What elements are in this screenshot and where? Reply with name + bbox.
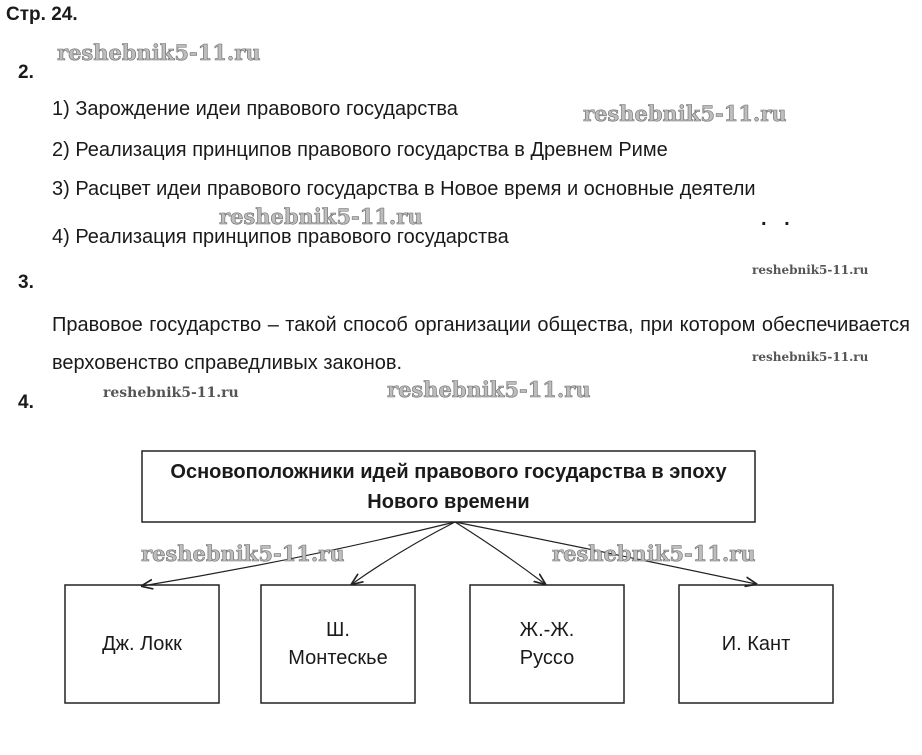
- watermark-8: reshebnik5-11.ru: [141, 541, 345, 566]
- child-box-1-label: Дж. Локк: [102, 633, 182, 655]
- task-2-item-3: 3) Расцвет идеи правового государства в Новое время и основные деятели: [52, 178, 756, 200]
- child-box-4-label: И. Кант: [721, 633, 791, 655]
- child-box-3-label: Ж.-Ж. Руссо: [519, 619, 575, 669]
- task-4-number: 4.: [18, 392, 34, 413]
- watermark-4: reshebnik5-11.ru: [752, 263, 869, 277]
- watermark-5: reshebnik5-11.ru: [752, 350, 869, 364]
- watermark-7: reshebnik5-11.ru: [387, 377, 591, 402]
- decorative-dots: . .: [761, 208, 796, 230]
- task-2-item-1: 1) Зарождение идеи правового государства: [52, 98, 458, 120]
- task-2-number: 2.: [18, 62, 34, 83]
- root-box-label: Основоположники идей правового государства в эпоху Нового времени: [170, 460, 727, 513]
- watermark-2: reshebnik5-11.ru: [583, 101, 787, 126]
- task-3-number: 3.: [18, 272, 34, 293]
- page-title: Стр. 24.: [6, 4, 78, 25]
- task-2-item-2: 2) Реализация принципов правового государства в Древнем Риме: [52, 139, 668, 161]
- child-box-2-label: Ш. Монтескье: [288, 619, 388, 669]
- watermark-6: reshebnik5-11.ru: [103, 385, 239, 401]
- watermark-3: reshebnik5-11.ru: [219, 204, 423, 229]
- connector-arrow-2: [352, 522, 455, 584]
- task-2-item-4: 4) Реализация принципов правового государства: [52, 226, 509, 248]
- watermark-1: reshebnik5-11.ru: [57, 40, 261, 65]
- task-3-definition: Правовое государство – такой способ организации общества, при котором обеспечивается верховенство справедливых законов.: [52, 314, 910, 374]
- watermark-9: reshebnik5-11.ru: [552, 541, 756, 566]
